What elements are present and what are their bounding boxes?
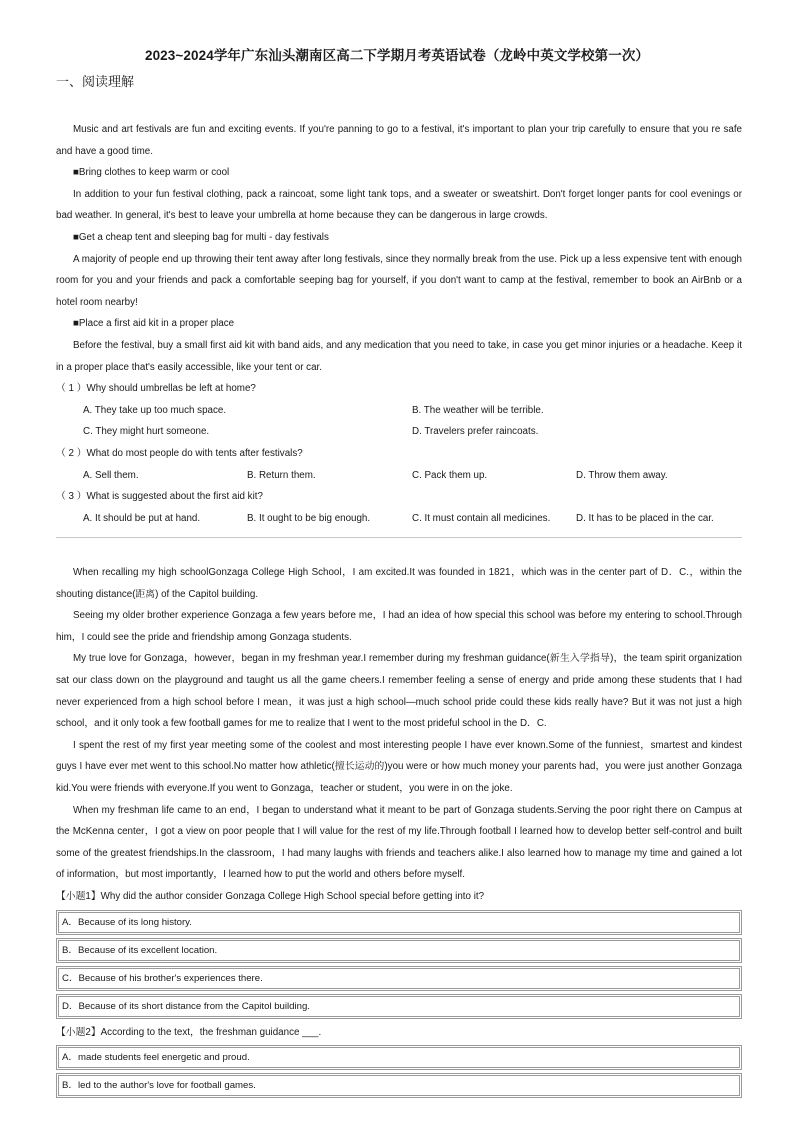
question-2-options [56,465,742,487]
answer-option-a[interactable]: A．made students feel energetic and proud. [56,1045,742,1070]
paragraph: In addition to your fun festival clothing, pack a raincoat, some light tank tops, and a sweater or sweatshirt. Don't forget longer pants for cool evenings or bad weather. In general, it's best to leave your umbrella at home because they can be dangerous in large crowds. [56,188,742,222]
option-d[interactable]: D. Throw them away. [576,469,668,481]
subquestion-1: 【小题1】Why did the author consider Gonzaga College High School special before getting into it? [56,890,485,902]
passage-2 [56,562,742,1101]
answer-option-d[interactable]: D．Because of its short distance from the Capitol building. [56,994,742,1019]
option-c[interactable]: C. It must contain all medicines. [412,512,551,524]
tip-heading: ■Get a cheap tent and sleeping bag for multi - day festivals [73,231,329,243]
question-2: （ 2 ）What do most people do with tents after festivals? [56,447,303,459]
question-1-options-row2 [56,421,742,443]
option-a[interactable]: A. It should be put at hand. [83,512,201,524]
paragraph: Before the festival, buy a small first aid kit with band aids, and any medication that you need to take, in case you get minor injuries or a headache. Keep it in a proper place that's easily accessible, like your tent or car. [56,339,742,373]
question-1: （ 1 ）Why should umbrellas be left at home? [56,383,256,395]
option-d[interactable]: D. Travelers prefer raincoats. [412,426,539,438]
section-divider [56,537,742,538]
paragraph: A majority of people end up throwing their tent away after long festivals, since they normally break from the use. Pick up a less expensive tent with enough room for you and your friends and pack a comfortable seeping bag for yourself, if you don't want to camp at the festival, remember to book an AirBnb or a hotel room nearby! [56,253,742,308]
subquestion-2: 【小题2】According to the text，the freshman guidance ___. [56,1026,322,1038]
answer-option-b[interactable]: B．Because of its excellent location. [56,938,742,963]
paragraph: When recalling my high schoolGonzaga College High School，I am excited.It was founded in 1821，which was in the center part of D．C.，within the shouting distance(距离) of the Capitol building. [56,567,742,600]
answer-option-b[interactable]: B．led to the author's love for football games. [56,1073,742,1098]
paragraph: My true love for Gonzaga，however，began in my freshman year.I remember during my freshman guidance(新生入学指导)，the team spirit organization sat our class down on the playground and taught us all the game cheers.I remember feeling a sense of energy and pride among these students that I had never experienced from a high school before I mean，it was just a high school—much school pride could these kids really have? But it was not just a high school，and it only took a few football games for me to realize that I went to the most prideful school in the D．C. [56,653,742,730]
option-c[interactable]: C. Pack them up. [412,469,488,481]
option-a[interactable]: A. They take up too much space. [83,404,227,416]
tip-heading: ■Place a first aid kit in a proper place [73,318,235,330]
answer-option-c[interactable]: C．Because of his brother's experiences there. [56,966,742,991]
paragraph: When my freshman life came to an end，I began to understand what it meant to be part of Gonzaga students.Serving the poor right there on Campus at the McKenna center，I got a view on poor people that I will value for the rest of my life.Through football I learned how to develop better self-control and built some of the greatest friendships.In the classroom，I had many laughs with friends and teachers alike.I also learned how to manage my time and gained a lot of information，but most importantly，I learned how to put the world and others before myself. [56,804,742,881]
question-3: （ 3 ）What is suggested about the first aid kit? [56,491,263,503]
tip-heading: ■Bring clothes to keep warm or cool [73,167,230,179]
option-b[interactable]: B. The weather will be terrible. [412,404,544,416]
paragraph: Music and art festivals are fun and exciting events. If you're panning to go to a festival, it's important to plan your trip carefully to ensure that you re safe and have a good time. [56,124,742,157]
passage-1 [56,119,742,529]
option-c[interactable]: C. They might hurt someone. [83,426,210,438]
page-title: 2023~2024学年广东汕头潮南区高二下学期月考英语试卷（龙岭中英文学校第一次） [144,48,650,63]
question-3-options [56,508,742,530]
paragraph: I spent the rest of my first year meeting some of the coolest and most interesting people I have ever known.Some of the funniest，smartest and kindest guys I have ever met went to this school.No matter how athletic(擅长运动的)you were or how much money your parents had，you were just another Gonzaga kid.You were friends with everyone.If you went to Gonzaga，teacher or student，you were in on the joke. [56,739,742,794]
option-b[interactable]: B. Return them. [247,469,316,481]
option-b[interactable]: B. It ought to be big enough. [247,512,371,524]
question-1-options-row1 [56,400,742,422]
option-d[interactable]: D. It has to be placed in the car. [576,512,714,524]
answer-option-a[interactable]: A．Because of its long history. [56,910,742,935]
paragraph: Seeing my older brother experience Gonzaga a few years before me，I had an idea of how special this school was before my entering to school.Through him，I could see the pride and friendship among Gonzaga students. [56,610,742,643]
section-heading: 一、阅读理解 [56,74,135,89]
option-a[interactable]: A. Sell them. [83,469,139,481]
